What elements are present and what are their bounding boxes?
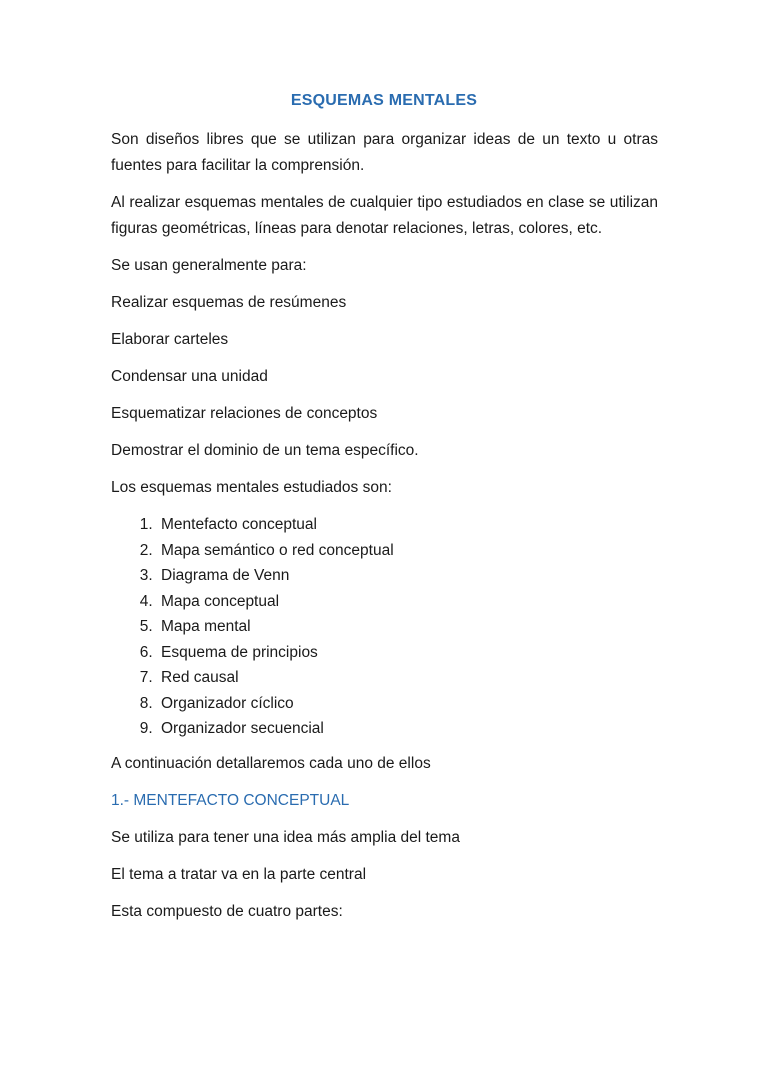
list-item: 5. Mapa mental: [157, 614, 658, 640]
document-body: [111, 127, 658, 936]
list-item: 9. Organizador secuencial: [157, 716, 658, 742]
list-item: 8. Organizador cíclico: [157, 691, 658, 717]
schemes-list: [111, 512, 658, 742]
list-item: 3. Diagrama de Venn: [157, 563, 658, 589]
document-title: ESQUEMAS MENTALES: [290, 92, 478, 109]
paragraph-figures: Al realizar esquemas mentales de cualquier tipo estudiados en clase se utilizan figuras geométricas, líneas para denotar relaciones, letras, colores, etc.: [111, 194, 658, 237]
paragraph-use-relations: Esquematizar relaciones de conceptos: [111, 405, 378, 422]
paragraph-use-condense: Condensar una unidad: [111, 368, 268, 385]
list-item: 7. Red causal: [157, 665, 658, 691]
paragraph-use-mastery: Demostrar el dominio de un tema específico.: [111, 442, 419, 459]
paragraph-use-posters: Elaborar carteles: [111, 331, 229, 348]
paragraph-definition: Son diseños libres que se utilizan para organizar ideas de un texto u otras fuentes para facilitar la comprensión.: [111, 131, 658, 174]
paragraph-section-3: Esta compuesto de cuatro partes:: [111, 902, 343, 920]
paragraph-section-2: El tema a tratar va en la parte central: [111, 865, 367, 883]
paragraph-use-summaries: Realizar esquemas de resúmenes: [111, 294, 347, 311]
section-heading-mentefacto: 1.- MENTEFACTO CONCEPTUAL: [111, 791, 350, 809]
paragraph-after-list: A continuación detallaremos cada uno de ellos: [111, 754, 431, 772]
list-item: 6. Esquema de principios: [157, 640, 658, 666]
list-item: 4. Mapa conceptual: [157, 589, 658, 615]
paragraph-list-intro: Los esquemas mentales estudiados son:: [111, 479, 392, 496]
paragraph-uses-intro: Se usan generalmente para:: [111, 257, 307, 274]
list-item: 2. Mapa semántico o red conceptual: [157, 538, 658, 564]
paragraph-section-1: Se utiliza para tener una idea más amplia del tema: [111, 828, 460, 846]
list-item: 1. Mentefacto conceptual: [157, 512, 658, 538]
